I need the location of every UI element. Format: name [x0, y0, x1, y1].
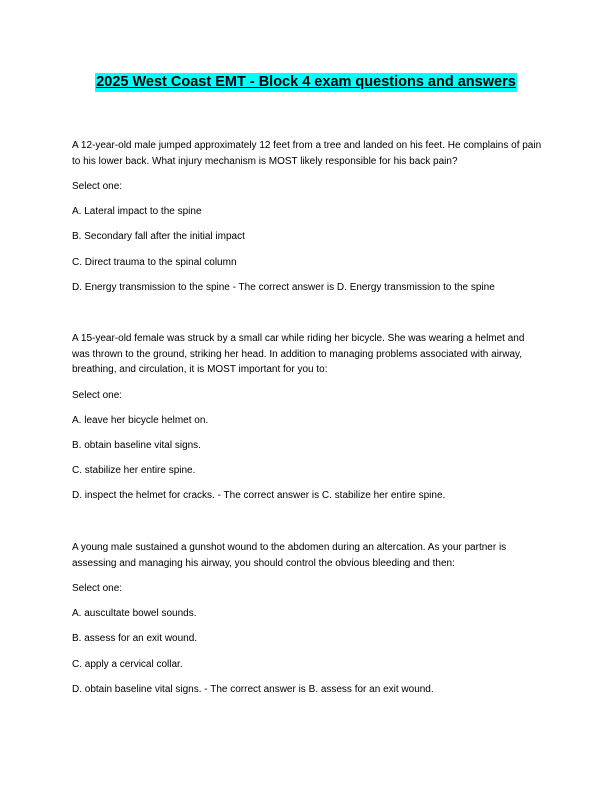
question-1-option-b: B. Secondary fall after the initial impact	[72, 231, 245, 242]
document-title: 2025 West Coast EMT - Block 4 exam questions and answers	[96, 74, 516, 90]
question-2-option-a: A. leave her bicycle helmet on.	[72, 415, 209, 426]
question-3-option-a: A. auscultate bowel sounds.	[72, 608, 197, 619]
question-1-option-d: D. Energy transmission to the spine - The correct answer is D. Energy transmission to the spine	[72, 282, 495, 293]
question-3-stem: A young male sustained a gunshot wound to the abdomen during an altercation. As your partner is assessing and managing his airway, you should control the obvious bleeding and then:	[72, 542, 507, 569]
question-1-option-c: C. Direct trauma to the spinal column	[72, 257, 237, 268]
question-3-option-c: C. apply a cervical collar.	[72, 659, 183, 670]
title-container	[0, 73, 612, 92]
question-1-stem: A 12-year-old male jumped approximately 12 feet from a tree and landed on his feet. He complains of pain to his lower back. What injury mechanism is MOST likely responsible for his back pain?	[72, 140, 542, 167]
question-1-option-a: A. Lateral impact to the spine	[72, 206, 202, 217]
question-2-option-c: C. stabilize her entire spine.	[72, 465, 196, 476]
question-2-option-b: B. obtain baseline vital signs.	[72, 440, 201, 451]
question-3-option-b: B. assess for an exit wound.	[72, 633, 198, 644]
question-2-option-d: D. inspect the helmet for cracks. - The correct answer is C. stabilize her entire spine.	[72, 490, 446, 501]
question-2-prompt: Select one:	[72, 390, 123, 401]
question-2-stem: A 15-year-old female was struck by a small car while riding her bicycle. She was wearing a helmet and was thrown to the ground, striking her head. In addition to managing problems associated with airway, breathing, and circulation, it is MOST important for you to:	[72, 333, 525, 375]
question-3-option-d: D. obtain baseline vital signs. - The correct answer is B. assess for an exit wound.	[72, 684, 434, 695]
question-1-prompt: Select one:	[72, 181, 123, 192]
question-3-prompt: Select one:	[72, 583, 123, 594]
